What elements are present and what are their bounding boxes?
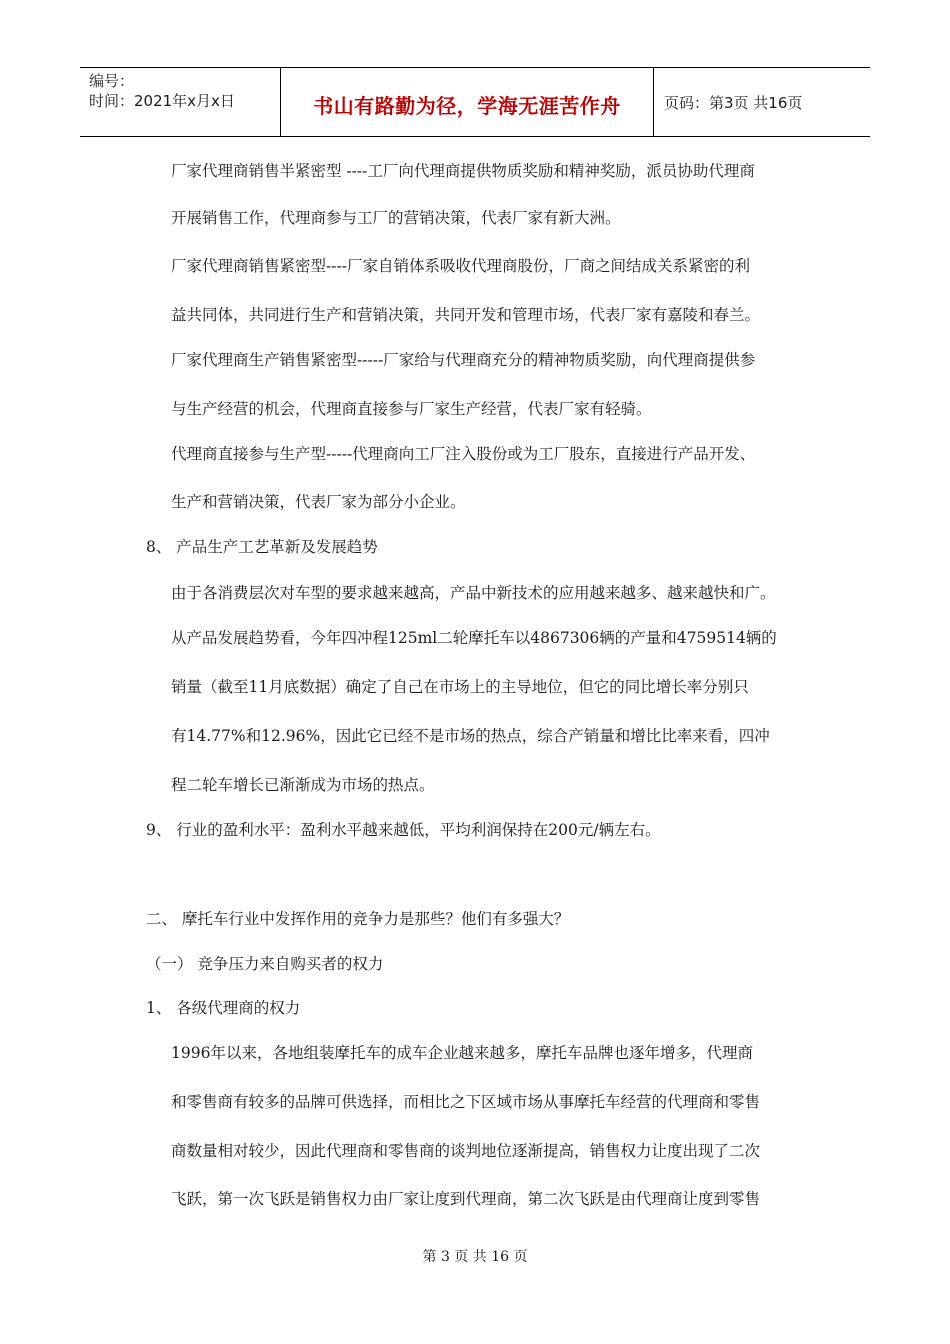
body-line: 开展销售工作，代理商参与工厂的营销决策，代表厂家有新大洲。	[171, 209, 621, 227]
body-line: 1996年以来，各地组装摩托车的成车企业越来越多，摩托车品牌也逐年增多，代理商	[171, 1044, 753, 1062]
body-line: 生产和营销决策，代表厂家为部分小企业。	[171, 493, 466, 511]
body-line: 与生产经营的机会，代理商直接参与厂家生产经营，代表厂家有轻骑。	[171, 400, 652, 418]
document-time-label: 时间：2021年x月x日	[89, 92, 235, 110]
section-heading: 8、 产品生产工艺革新及发展趋势	[146, 538, 378, 556]
body-line: 厂家代理商销售半紧密型 ----工厂向代理商提供物质奖励和精神奖励，派员协助代理商	[171, 162, 755, 180]
body-line: 飞跃，第一次飞跃是销售权力由厂家让度到代理商，第二次飞跃是由代理商让度到零售	[171, 1190, 761, 1208]
section-heading: 1、 各级代理商的权力	[146, 999, 301, 1017]
header-motto: 书山有路勤为径，学海无涯苦作舟	[313, 94, 621, 118]
subsection-heading: （一） 竞争压力来自购买者的权力	[146, 955, 384, 973]
document-number-label: 编号：	[89, 72, 135, 90]
body-line: 厂家代理商销售紧密型----厂家自销体系吸收代理商股份，厂商之间结成关系紧密的利	[171, 257, 750, 275]
page-header	[80, 67, 870, 137]
header-page-info: 页码：第3页 共16页	[664, 94, 803, 112]
body-line: 代理商直接参与生产型-----代理商向工厂注入股份或为工厂股东，直接进行产品开发、	[171, 445, 756, 463]
body-line: 由于各消费层次对车型的要求越来越高，产品中新技术的应用越来越多、越来越快和广。	[171, 584, 776, 602]
chapter-heading: 二、 摩托车行业中发挥作用的竞争力是那些？他们有多强大？	[146, 910, 570, 928]
body-line: 益共同体，共同进行生产和营销决策，共同开发和管理市场，代表厂家有嘉陵和春兰。	[171, 306, 761, 324]
body-line: 销量（截至11月底数据）确定了自己在市场上的主导地位，但它的同比增长率分别只	[171, 678, 749, 696]
body-line: 从产品发展趋势看，今年四冲程125ml二轮摩托车以4867306辆的产量和4759514辆的	[171, 629, 777, 647]
page-footer: 第 3 页 共 16 页	[422, 1249, 528, 1265]
body-line: 商数量相对较少，因此代理商和零售商的谈判地位逐渐提高，销售权力让度出现了二次	[171, 1142, 761, 1160]
body-line: 程二轮车增长已渐渐成为市场的热点。	[171, 776, 435, 794]
header-meta	[89, 71, 279, 111]
section-heading: 9、 行业的盈利水平：盈利水平越来越低，平均利润保持在200元/辆左右。	[146, 821, 661, 839]
body-line: 厂家代理商生产销售紧密型-----厂家给与代理商充分的精神物质奖励，向代理商提供参	[171, 351, 756, 369]
body-line: 有14.77%和12.96%，因此它已经不是市场的热点，综合产销量和增比比率来看，四冲	[171, 727, 770, 745]
header-divider	[653, 68, 654, 136]
body-line: 和零售商有较多的品牌可供选择，而相比之下区域市场从事摩托车经营的代理商和零售	[171, 1093, 761, 1111]
